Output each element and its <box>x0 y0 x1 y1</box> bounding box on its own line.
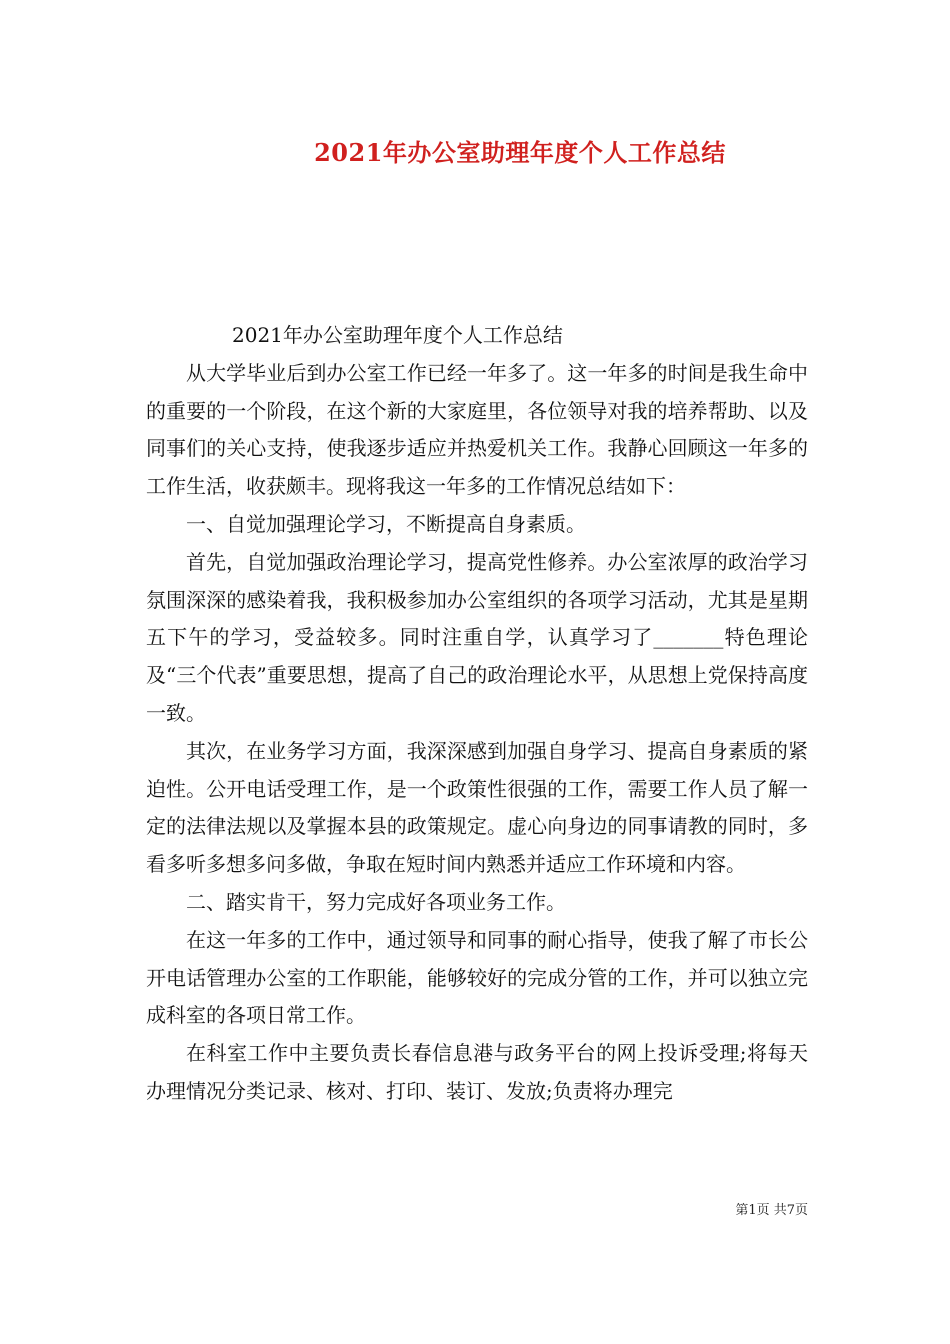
section-heading: 二、踏实肯干，努力完成好各项业务工作。 <box>186 889 566 914</box>
paragraph: 首先，自觉加强政治理论学习，提高党性修养。办公室浓厚的政治学习氛围深深的感染着我，我积极参加办公室组织的各项学习活动，尤其是星期五下午的学习，受益较多。同时注重自学，认真学习了_______特色理论及“三个代表”重要思想，提高了自己的政治理论水平，从思想上党保持高度一致。 <box>146 549 808 725</box>
document-body <box>146 317 808 1111</box>
page-number: 第1页 共7页 <box>735 1203 808 1218</box>
paragraph: 在这一年多的工作中，通过领导和同事的耐心指导，使我了解了市长公开电话管理办公室的工作职能，能够较好的完成分管的工作，并可以独立完成科室的各项日常工作。 <box>146 927 808 1028</box>
paragraph: 在科室工作中主要负责长春信息港与政务平台的网上投诉受理;将每天办理情况分类记录、核对、打印、装订、发放;负责将办理完 <box>146 1041 808 1103</box>
section-heading: 一、自觉加强理论学习，不断提高自身素质。 <box>186 511 586 536</box>
document-title: 2021年办公室助理年度个人工作总结 <box>314 138 726 167</box>
paragraph: 从大学毕业后到办公室工作已经一年多了。这一年多的时间是我生命中的重要的一个阶段，在这个新的大家庭里，各位领导对我的培养帮助、以及同事们的关心支持，使我逐步适应并热爱机关工作。我静心回顾这一年多的工作生活，收获颇丰。现将我这一年多的工作情况总结如下： <box>146 360 808 499</box>
body-subtitle: 2021年办公室助理年度个人工作总结 <box>232 323 563 347</box>
paragraph: 其次，在业务学习方面，我深深感到加强自身学习、提高自身素质的紧迫性。公开电话受理工作，是一个政策性很强的工作，需要工作人员了解一定的法律法规以及掌握本县的政策规定。虚心向身边的同事请教的同时，多看多听多想多问多做，争取在短时间内熟悉并适应工作环境和内容。 <box>146 738 808 877</box>
